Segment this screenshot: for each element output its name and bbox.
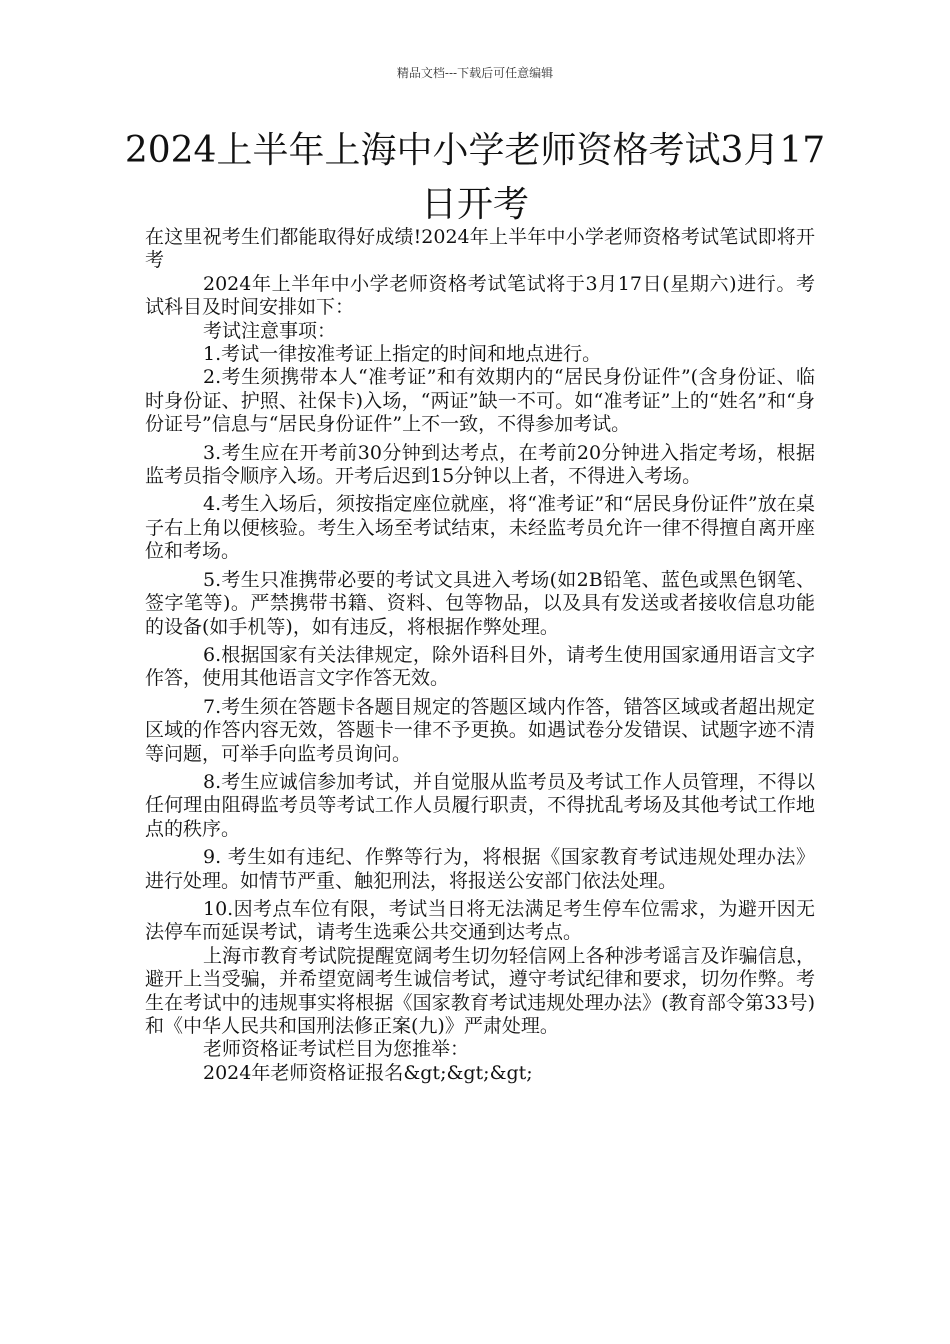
notice-item-5: 5.考生只准携带必要的考试文具进入考场(如2B铅笔、蓝色或黑色钢笔、签字笔等)。严禁携带书籍、资料、包等物品，以及具有发送或者接收信息功能的设备(如手机等)，如有违反，将根据作弊处理。 (145, 568, 815, 638)
paragraph-notice-heading: 考试注意事项： (203, 319, 337, 342)
notice-item-10: 10.因考点车位有限，考试当日将无法满足考生停车位需求，为避开因无法停车而延误考试，请考生选乘公共交通到达考点。 (145, 897, 815, 944)
paragraph-schedule: 2024年上半年中小学老师资格考试笔试将于3月17日(星期六)进行。考试科目及时间安排如下： (145, 272, 815, 319)
notice-item-1: 1.考试一律按准考证上指定的时间和地点进行。 (203, 343, 602, 366)
notice-item-3: 3.考生应在开考前30分钟到达考点，在考前20分钟进入指定考场，根据监考员指令顺序入场。开考后迟到15分钟以上者，不得进入考场。 (145, 441, 815, 488)
notice-item-6: 6.根据国家有关法律规定，除外语科目外，请考生使用国家通用语言文字作答，使用其他语言文字作答无效。 (145, 643, 815, 690)
notice-item-4: 4.考生入场后，须按指定座位就座，将“准考证”和“居民身份证件”放在桌子右上角以便核验。考生入场至考试结束，未经监考员允许一律不得擅自离开座位和考场。 (145, 493, 815, 563)
notice-item-9: 9. 考生如有违纪、作弊等行为，将根据《国家教育考试违规处理办法》进行处理。如情节严重、触犯刑法，将报送公安部门依法处理。 (145, 846, 815, 892)
paragraph-reminder: 上海市教育考试院提醒宽阔考生切勿轻信网上各种涉考谣言及诈骗信息，避开上当受骗，并希望宽阔考生诚信考试，遵守考试纪律和要求，切勿作弊。考生在考试中的违规事实将根据《国家教育考试违规处理办法》(教育部令第33号)和《中华人民共和国刑法修正案(九)》严肃处理。 (145, 944, 815, 1037)
page-header-note: 精品文档---下载后可任意编辑 (396, 66, 554, 80)
notice-item-2: 2.考生须携带本人“准考证”和有效期内的“居民身份证件”(含身份证、临时身份证、护照、社保卡)入场，“两证”缺一不可。如“准考证”上的“姓名”和“身份证号”信息与“居民身份证件”上不一致，不得参加考试。 (145, 366, 815, 436)
paragraph-intro: 在这里祝考生们都能取得好成绩!2024年上半年中小学老师资格考试笔试即将开考 (145, 226, 815, 272)
notice-item-7: 7.考生须在答题卡各题目规定的答题区域内作答，错答区域或者超出规定区域的作答内容无效，答题卡一律不予更换。如遇试卷分发错误、试题字迹不清等问题，可举手向监考员询问。 (145, 695, 815, 765)
notice-item-8: 8.考生应诚信参加考试，并自觉服从监考员及考试工作人员管理，不得以任何理由阻碍监考员等考试工作人员履行职责，不得扰乱考场及其他考试工作地点的秩序。 (145, 770, 815, 840)
document-body (145, 226, 815, 1085)
document-title: 2024上半年上海中小学老师资格考试3月17日开考 (124, 130, 826, 225)
paragraph-recommend: 老师资格证考试栏目为您推举： (203, 1038, 470, 1061)
link-registration[interactable]: 2024年老师资格证报名&gt;&gt;&gt; (203, 1061, 533, 1084)
